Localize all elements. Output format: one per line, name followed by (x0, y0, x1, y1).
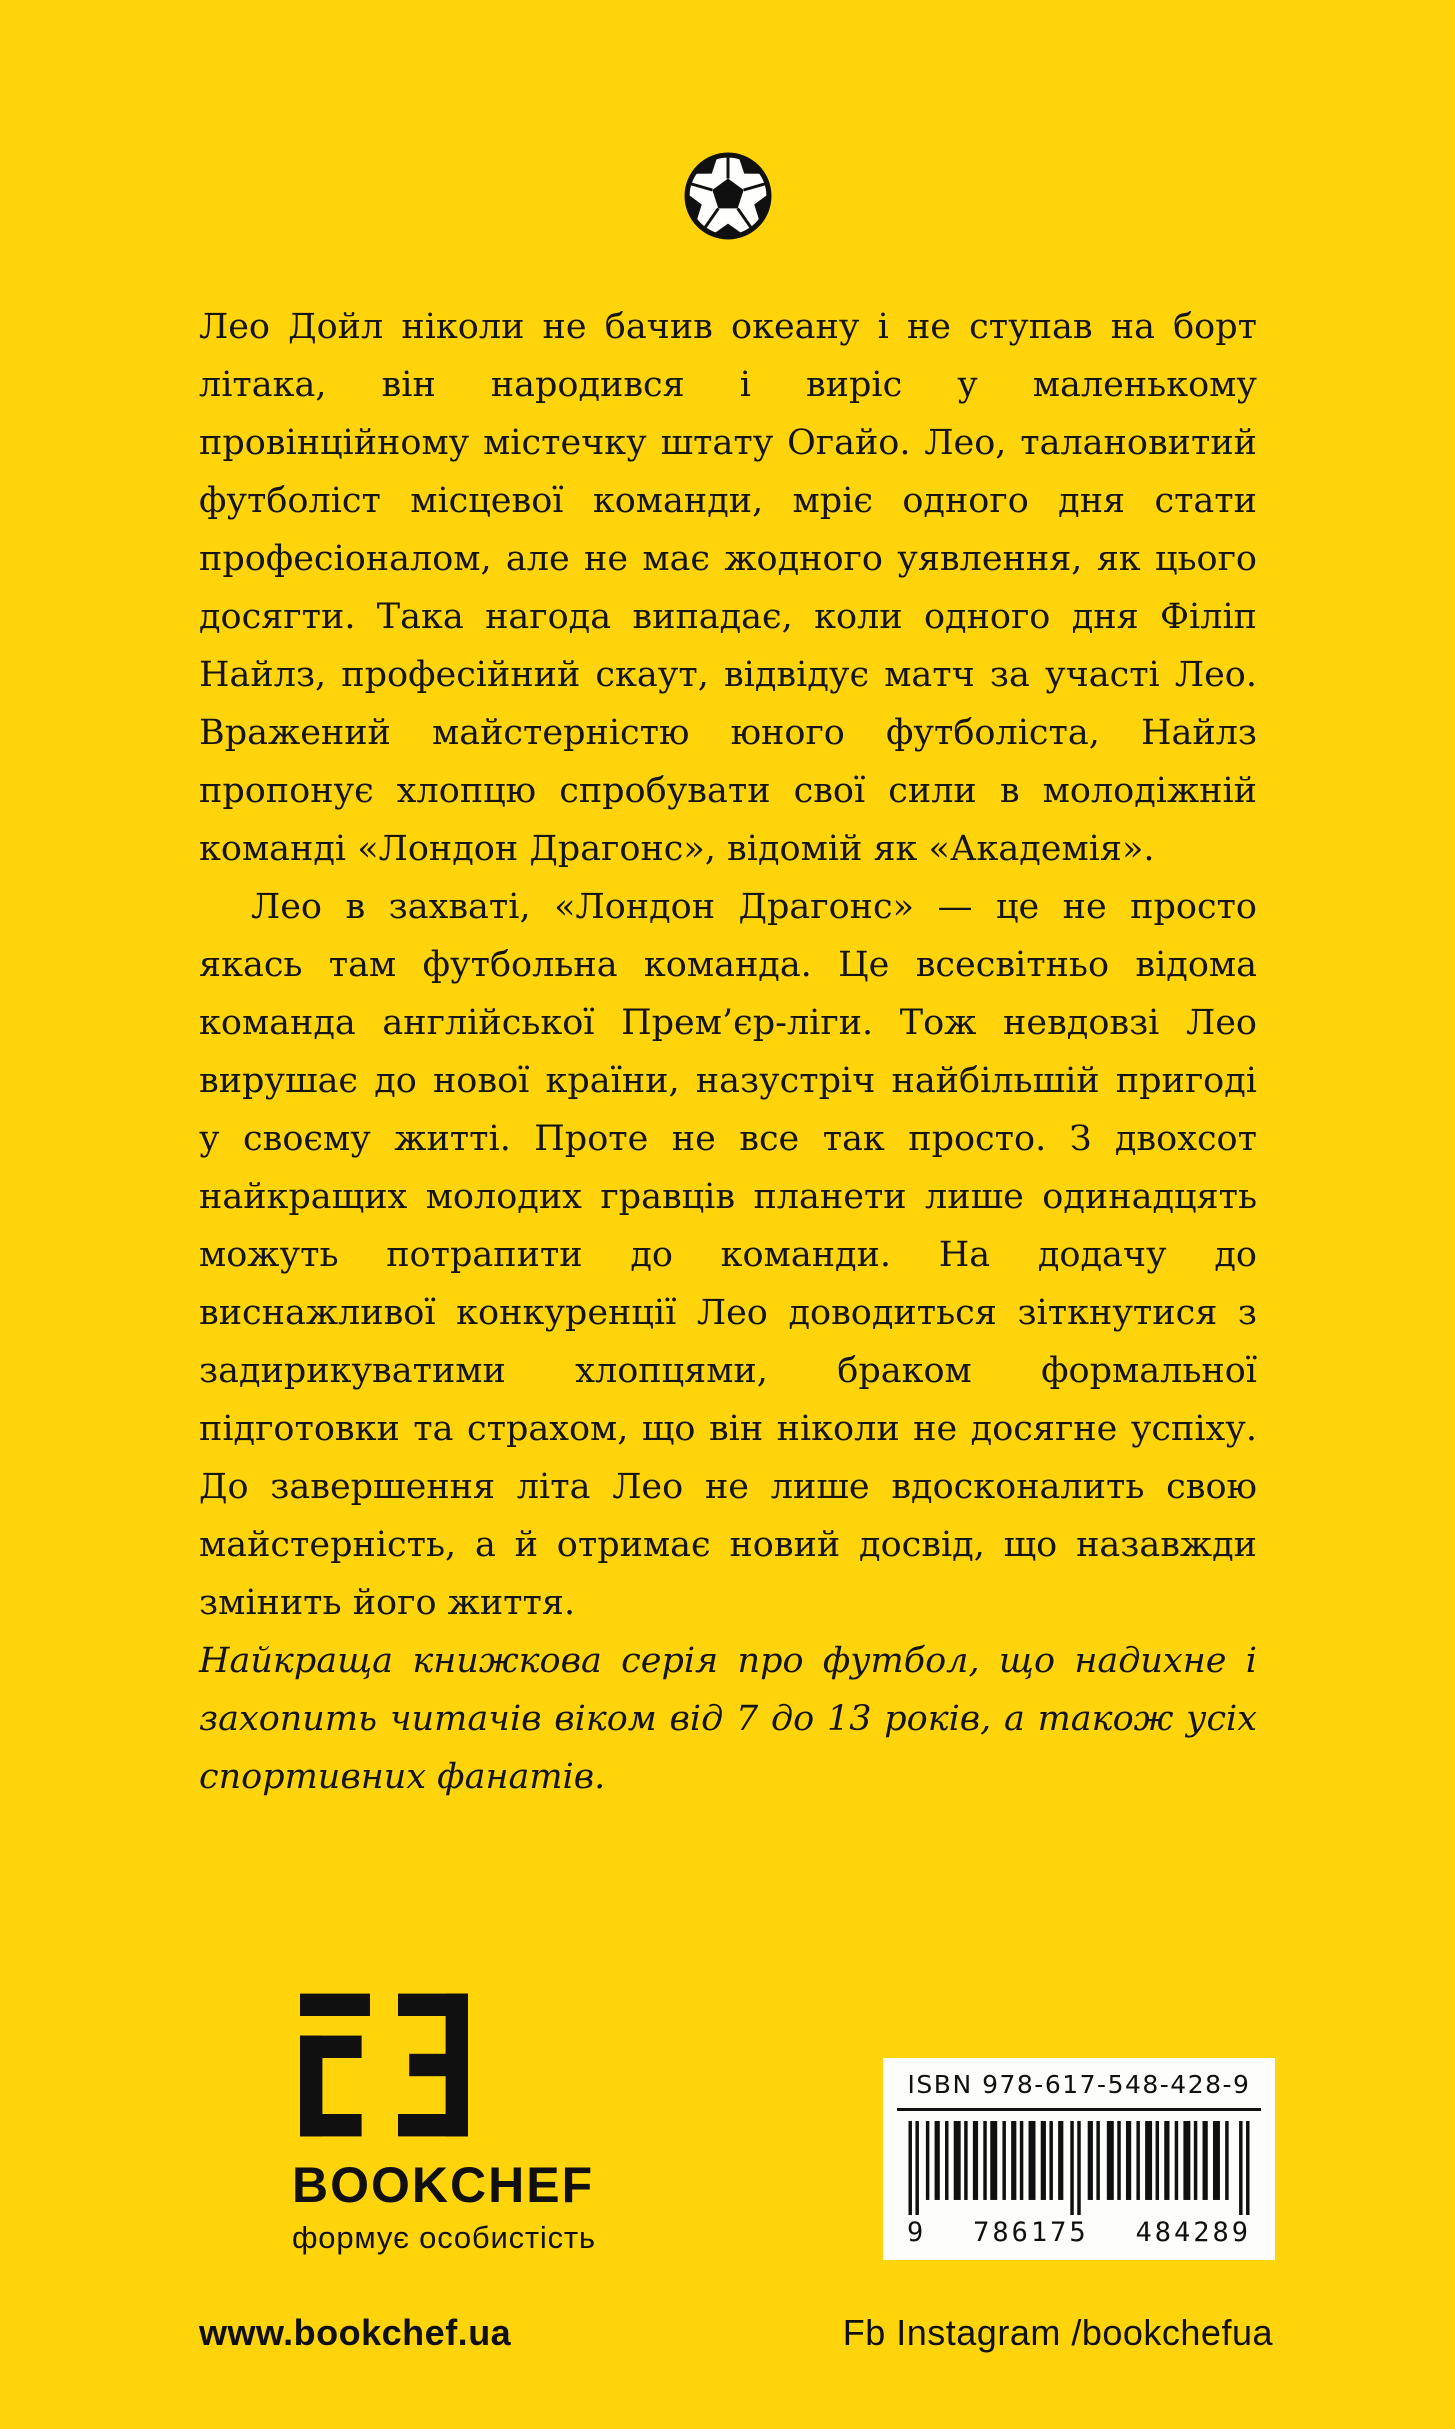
barcode-digit-group: 786175 (973, 2217, 1089, 2248)
barcode-digits (897, 2215, 1261, 2248)
isbn-barcode-block (883, 2058, 1275, 2260)
publisher-slogan: формує особистість (292, 2220, 596, 2255)
isbn-label: ISBN 978-617-548-428-9 (897, 2070, 1261, 2111)
synopsis-paragraph-2: Лео в захваті, «Лондон Драгонс» — це не просто якась там футбольна команда. Це всесвітньо відома команда англійської Прем’єр-ліги. Тож невдовзі Лео вирушає до нової країни, назустріч найбільшій пригоді у своєму житті. Проте не все так просто. З двохсот найкращих молодих гравців планети лише одинадцять можуть потрапити до команди. На додачу до виснажливої конкуренції Лео доводиться зіткнутися з задирикуватими хлопцями, браком формальної підготовки та страхом, що він ніколи не досягне успіху. До завершення літа Лео не лише вдосконалить свою майстерність, а й отримає новий досвід, що назавжди змінить його життя. (199, 887, 1257, 1623)
series-tagline: Найкраща книжкова серія про футбол, що надихне і захопить читачів віком від 7 до 13 років, а також усіх спортивних фанатів. (199, 1641, 1257, 1797)
bookchef-logo-icon (300, 1990, 468, 2140)
soccer-ball-icon (682, 150, 774, 242)
publisher-brand-block (292, 1990, 596, 2256)
footer (199, 2312, 1273, 2354)
website-url: www.bookchef.ua (199, 2312, 512, 2353)
barcode-digit-group: 9 (907, 2217, 927, 2248)
social-handles: Fb Instagram /bookchefua (842, 2312, 1273, 2353)
synopsis (199, 298, 1257, 1806)
barcode-icon (897, 2111, 1261, 2215)
synopsis-paragraph-1: Лео Дойл ніколи не бачив океану і не ступав на борт літака, він народився і виріс у маленькому провінційному містечку штату Огайо. Лео, талановитий футболіст місцевої команди, мріє одного дня стати професіоналом, але не має жодного уявлення, як цього досягти. Така нагода випадає, коли одного дня Філіп Найлз, професійний скаут, відвідує матч за участі Лео. Вражений майстерністю юного футболіста, Найлз пропонує хлопцю спробувати свої сили в молодіжній команді «Лондон Драгонс», відомій як «Академія». (199, 307, 1257, 869)
publisher-name: BOOKCHEF (292, 2157, 595, 2213)
barcode-digit-group: 484289 (1135, 2217, 1251, 2248)
